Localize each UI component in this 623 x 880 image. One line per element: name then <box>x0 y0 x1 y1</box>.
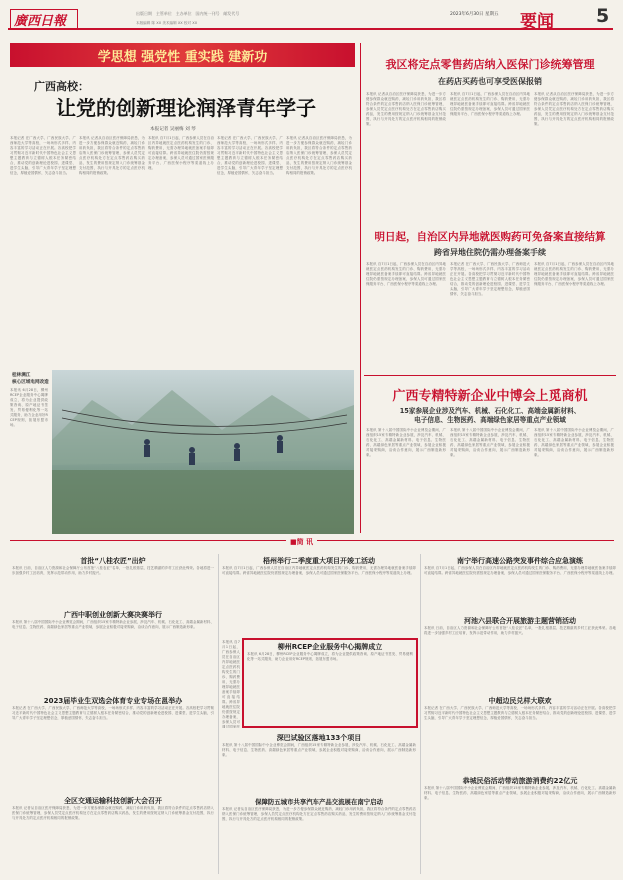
right-top-col-1: 本报讯 记者从自治区医疗保障局获悉，为进一步方便参保群众就近购药，减轻门诊用药负担，我区将符合条件的定点零售药店纳入医保门诊统筹管理，参保人员凭定点医疗机构处方在定点零售药店购买药品，发生的费用按规定纳入门诊统筹基金支付范围，执行与开具处方的定点医疗机构相同的报销政策。 <box>366 92 446 126</box>
expo-subhead-1: 15家参展企业涉及汽车、机械、石化化工、高端金属新材料、 <box>399 407 581 415</box>
section-name: 要闻 <box>520 12 554 32</box>
expo-col-3: 本报讯 第十八届中国国际中小企业博览会期间，广西组织15家专精特新企业参展，涉及汽车、机械、石化化工、高端金属新材料、电子信息、生物医药、高端绿色家居等重点产业领域，参展企业积极对接采购商，洽谈合作意向，展示广西制造新形象。 <box>534 428 614 457</box>
meta-5: 邮发代号 <box>223 11 240 16</box>
brief-9-body: 本报讯 自7月1日起，广西参保人员在自治区内异地就医定点医药机构发生的门诊、购药费用，无需办理异地就医备案手续即可直接结算。跨省异地就医住院仍需按规定办理备案，参保人员可通过国家医保服务平台、广西医保小程序等渠道线上办理。 <box>424 566 616 575</box>
left-photo-caption-1: 桂林漓江 <box>12 373 31 378</box>
issue-date: 2023年6月30日 星期五 <box>450 12 499 17</box>
brief-11-title: 中超边民兑样大联欢 <box>488 697 552 705</box>
expo-headline: 广西专精特新企业中博会上觅商机 <box>392 389 588 404</box>
brief-1-body: 本报讯 日前，自治区人力资源和社会保障厅公布首批“八桂农匠”名单，一批扎根基层、技艺精湛的乡村工匠获此殊荣。各地将进一步加强乡村工匠培育，发挥示范带动作用，助力乡村振兴。 <box>12 566 214 575</box>
right-mid-rule <box>364 375 616 376</box>
editor-line: 本版编辑 陈 XX 美术编辑 XX 校对 XX <box>136 21 198 25</box>
brief-5-title: 梧州举行二季度重大项目开竣工活动 <box>263 557 375 565</box>
banner-text: 学思想 强党性 重实践 建新功 <box>97 50 268 65</box>
meta-4: 国内统一刊号 <box>195 11 220 16</box>
expo-col-2: 本报讯 第十八届中国国际中小企业博览会期间，广西组织15家专精特新企业参展，涉及汽车、机械、石化化工、高端金属新材料、电子信息、生物医药、高端绿色家居等重点产业领域，参展企业积极对接采购商，洽谈合作意向，展示广西制造新形象。 <box>450 428 530 457</box>
briefs-sep-2 <box>420 554 421 874</box>
brief-4-body: 本报讯 记者从自治区医疗保障局获悉，为进一步方便参保群众就近购药，减轻门诊用药负担，我区将符合条件的定点零售药店纳入医保门诊统筹管理，参保人员凭定点医疗机构处方在定点零售药店购买药品，发生的费用按规定纳入门诊统筹基金支付范围，执行与开具处方的定点医疗机构相同的报销政策。 <box>12 806 214 820</box>
brief-8-title: 保障防五城市共享汽车产品交流展在南宁启动 <box>255 798 383 806</box>
brief-7-title: 深巴试验区落地133个项目 <box>276 734 362 742</box>
brief-3-body: 本报记者 在广西大学、广西民族大学、广西师范大学等高校，一场场形式多样、内容丰富的学习活动正在开展。各高校把学习贯彻习近平新时代中国特色社会主义思想主题教育与立德树人根本任务紧密结合，推动党的创新理论进校园、进课堂、进学生头脑，引导广大青年学子坚定理想信念，厚植爱国情怀，矢志奋斗担当。 <box>12 706 214 720</box>
left-body-col-2: 本报讯 记者从自治区医疗保障局获悉，为进一步方便参保群众就近购药，减轻门诊用药负担，我区将符合条件的定点零售药店纳入医保门诊统筹管理，参保人员凭定点医疗机构处方在定点零售药店购买药品，发生的费用按规定纳入门诊统筹基金支付范围，执行与开具处方的定点医疗机构相同的报销政策。 <box>79 136 145 175</box>
left-headline: 让党的创新理论润泽青年学子 <box>56 96 316 120</box>
right-top-subhead: 在药店买药也可享受医保报销 <box>438 77 542 86</box>
briefs-label: ■简 讯 <box>286 537 317 547</box>
brief-6-title: 柳州RCEP企业服务中心揭牌成立 <box>277 643 383 651</box>
left-photo <box>52 370 354 534</box>
meta-1: 出版日期 <box>136 11 152 16</box>
meta-line-1 <box>136 11 239 17</box>
masthead <box>0 0 623 40</box>
power-line-workers-illustration <box>52 370 354 534</box>
brief-11-body: 本报记者 在广西大学、广西民族大学、广西师范大学等高校，一场场形式多样、内容丰富的学习活动正在开展。各高校把学习贯彻习近平新时代中国特色社会主义思想主题教育与立德树人根本任务紧密结合，推动党的创新理论进校园、进课堂、进学生头脑，引导广大青年学子坚定理想信念，厚植爱国情怀，矢志奋斗担当。 <box>424 706 616 720</box>
brief-1-title: 首批“八桂农匠”出炉 <box>80 557 146 565</box>
left-body-col-4: 本报记者 在广西大学、广西民族大学、广西师范大学等高校，一场场形式多样、内容丰富的学习活动正在开展。各高校把学习贯彻习近平新时代中国特色社会主义思想主题教育与立德树人根本任务紧密结合，推动党的创新理论进校园、进课堂、进学生头脑，引导广大青年学子坚定理想信念，厚植爱国情怀，矢志奋斗担当。 <box>217 136 283 175</box>
brief-9-title: 南宁举行高速公路突发事件综合应急演练 <box>457 557 583 565</box>
left-photo-caption-2: 核心区域电网改造 <box>12 380 49 385</box>
brief-5-body: 本报讯 自7月1日起，广西参保人员在自治区内异地就医定点医药机构发生的门诊、购药费用，无需办理异地就医备案手续即可直接结算。跨省异地就医住院仍需按规定办理备案，参保人员可通过国家医保服务平台、广西医保小程序等渠道线上办理。 <box>222 566 416 575</box>
right-top-col-2: 本报讯 自7月1日起，广西参保人员在自治区内异地就医定点医药机构发生的门诊、购药费用，无需办理异地就医备案手续即可直接结算。跨省异地就医住院仍需按规定办理备案，参保人员可通过国家医保服务平台、广西医保小程序等渠道线上办理。 <box>450 92 530 116</box>
brief-4-title: 全区交通运输科技创新大会召开 <box>64 797 162 805</box>
meta-3: 主办单位 <box>175 11 192 16</box>
expo-col-1: 本报讯 第十八届中国国际中小企业博览会期间，广西组织15家专精特新企业参展，涉及汽车、机械、石化化工、高端金属新材料、电子信息、生物医药、高端绿色家居等重点产业领域，参展企业积极对接采购商，洽谈合作意向，展示广西制造新形象。 <box>366 428 446 457</box>
brief-2-title: 广西中职创业创新大赛决赛举行 <box>64 611 162 619</box>
left-body-col-5: 本报讯 记者从自治区医疗保障局获悉，为进一步方便参保群众就近购药，减轻门诊用药负担，我区将符合条件的定点零售药店纳入医保门诊统筹管理，参保人员凭定点医疗机构处方在定点零售药店购买药品，发生的费用按规定纳入门诊统筹基金支付范围，执行与开具处方的定点医疗机构相同的报销政策。 <box>286 136 352 175</box>
left-byline: 本报记者 吴丽梅 刘 琴 <box>150 127 196 132</box>
right-top-col-3: 本报讯 记者从自治区医疗保障局获悉，为进一步方便参保群众就近购药，减轻门诊用药负担，我区将符合条件的定点零售药店纳入医保门诊统筹管理，参保人员凭定点医疗机构处方在定点零售药店购买药品，发生的费用按规定纳入门诊统筹基金支付范围，执行与开具处方的定点医疗机构相同的报销政策。 <box>534 92 614 126</box>
brief-10-body: 本报讯 日前，自治区人力资源和社会保障厅公布首批“八桂农匠”名单，一批扎根基层、技艺精湛的乡村工匠获此殊荣。各地将进一步加强乡村工匠培育，发挥示范带动作用，助力乡村振兴。 <box>424 626 616 635</box>
page-number: 5 <box>596 5 610 27</box>
brief-12-title: 恭城民俗活动带动旅游消费约22亿元 <box>462 777 578 785</box>
left-body-col-1: 本报记者 在广西大学、广西民族大学、广西师范大学等高校，一场场形式多样、内容丰富的学习活动正在开展。各高校把学习贯彻习近平新时代中国特色社会主义思想主题教育与立德树人根本任务紧密结合，推动党的创新理论进校园、进课堂、进学生头脑，引导广大青年学子坚定理想信念，厚植爱国情怀，矢志奋斗担当。 <box>10 136 76 175</box>
meta-2: 主管单位 <box>155 11 172 16</box>
newspaper-logo: 廣西日報 <box>14 14 67 29</box>
right-top-headline: 我区将定点零售药店纳入医保门诊统筹管理 <box>385 58 595 71</box>
left-body-col-3: 本报讯 自7月1日起，广西参保人员在自治区内异地就医定点医药机构发生的门诊、购药费用，无需办理异地就医备案手续即可直接结算。跨省异地就医住院仍需按规定办理备案，参保人员可通过国家医保服务平台、广西医保小程序等渠道线上办理。 <box>148 136 214 170</box>
expo-subhead-2: 电子信息、生物医药、高端绿色家居等重点产业领域 <box>414 416 566 424</box>
brief-6-body: 本报讯 6月28日，柳州RCEP企业服务中心揭牌成立，将为企业提供政策咨询、原产地证书签发、贸易便利化等一站式服务，助力企业用好RCEP规则，拓展东盟市场。 <box>247 652 413 661</box>
brief-5-body-cont: 本报讯 自7月1日起，广西参保人员在自治区内异地就医定点医药机构发生的门诊、购药费用，无需办理异地就医备案手续即可直接结算。跨省异地就医住院仍需按规定办理备案，参保人员可通过国家医 <box>222 640 240 728</box>
brief-3-title: 2023届毕业生双选会体育专业专场在邕举办 <box>43 697 183 705</box>
right-divider <box>360 43 361 533</box>
right-mid-col-3: 本报讯 自7月1日起，广西参保人员在自治区内异地就医定点医药机构发生的门诊、购药费用，无需办理异地就医备案手续即可直接结算。跨省异地就医住院仍需按规定办理备案，参保人员可通过国家医保服务平台、广西医保小程序等渠道线上办理。 <box>534 262 614 286</box>
brief-10-title: 河池六县联合开展旅游主题营销活动 <box>464 617 576 625</box>
right-mid-headline: 明日起，自治区内异地就医购药可免备案直接结算 <box>374 231 606 243</box>
brief-7-body: 本报讯 第十八届中国国际中小企业博览会期间，广西组织15家专精特新企业参展，涉及汽车、机械、石化化工、高端金属新材料、电子信息、生物医药、高端绿色家居等重点产业领域，参展企业积极对接采购商，洽谈合作意向，展示广西制造新形象。 <box>222 743 416 757</box>
right-mid-col-2: 本报记者 在广西大学、广西民族大学、广西师范大学等高校，一场场形式多样、内容丰富的学习活动正在开展。各高校把学习贯彻习近平新时代中国特色社会主义思想主题教育与立德树人根本任务紧密结合，推动党的创新理论进校园、进课堂、进学生头脑，引导广大青年学子坚定理想信念，厚植爱国情怀，矢志奋斗担当。 <box>450 262 530 296</box>
brief-2-body: 本报讯 第十八届中国国际中小企业博览会期间，广西组织15家专精特新企业参展，涉及汽车、机械、石化化工、高端金属新材料、电子信息、生物医药、高端绿色家居等重点产业领域，参展企业积极对接采购商，洽谈合作意向，展示广西制造新形象。 <box>12 620 214 629</box>
left-photo-text: 本报讯 6月28日，柳州RCEP企业服务中心揭牌成立，将为企业提供政策咨询、原产地证书签发、贸易便利化等一站式服务，助力企业用好RCEP规则，拓展东盟市场。 <box>10 388 48 427</box>
briefs-sep-1 <box>218 554 219 874</box>
right-mid-subhead: 跨省异地住院仍需办理备案手续 <box>434 248 546 257</box>
left-kicker: 广西高校： <box>34 80 89 93</box>
right-mid-col-1: 本报讯 自7月1日起，广西参保人员在自治区内异地就医定点医药机构发生的门诊、购药费用，无需办理异地就医备案手续即可直接结算。跨省异地就医住院仍需按规定办理备案，参保人员可通过国家医保服务平台、广西医保小程序等渠道线上办理。 <box>366 262 446 286</box>
brief-8-body: 本报讯 记者从自治区医疗保障局获悉，为进一步方便参保群众就近购药，减轻门诊用药负担，我区将符合条件的定点零售药店纳入医保门诊统筹管理，参保人员凭定点医疗机构处方在定点零售药店购买药品，发生的费用按规定纳入门诊统筹基金支付范围，执行与开具处方的定点医疗机构相同的报销政策。 <box>222 807 416 821</box>
brief-12-body: 本报讯 第十八届中国国际中小企业博览会期间，广西组织15家专精特新企业参展，涉及汽车、机械、石化化工、高端金属新材料、电子信息、生物医药、高端绿色家居等重点产业领域，参展企业积极对接采购商，洽谈合作意向，展示广西制造新形象。 <box>424 786 616 800</box>
